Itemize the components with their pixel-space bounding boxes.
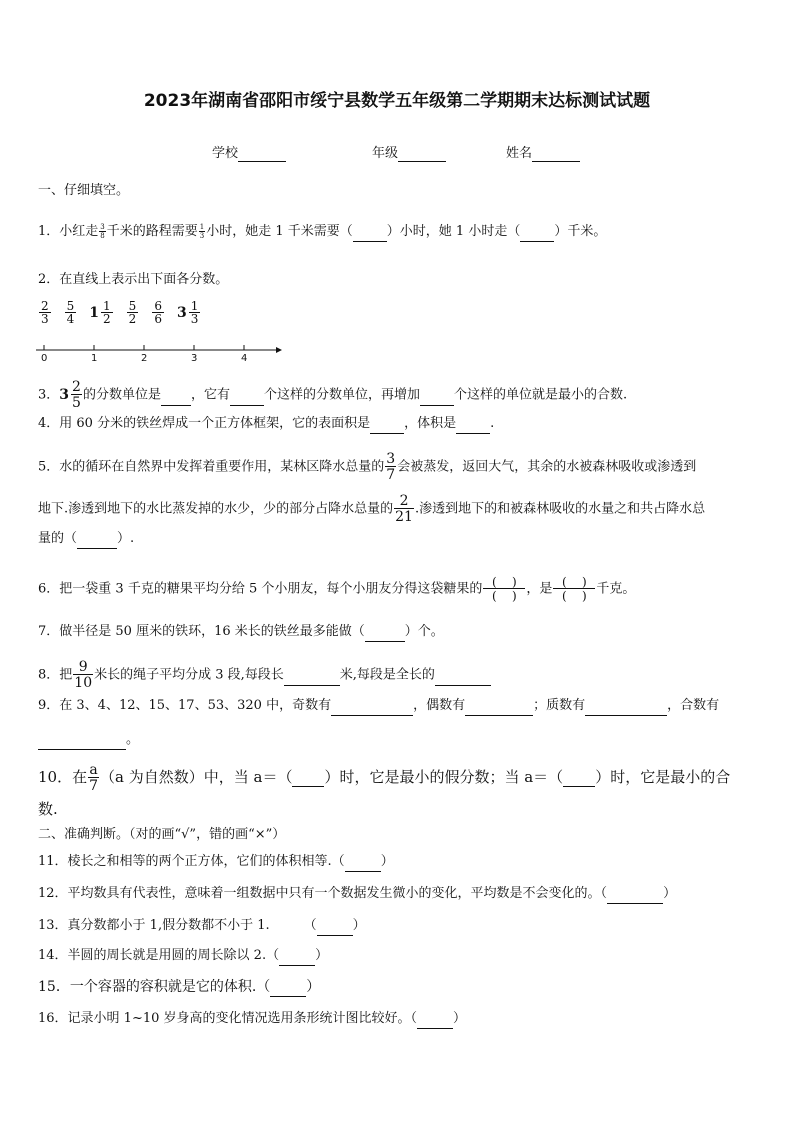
fraction-item: $\frac{2}{3}$ xyxy=(41,299,49,326)
page-title: 2023年湖南省邵阳市绥宁县数学五年级第二学期期末达标测试试题 xyxy=(143,91,651,111)
judgement-question-16: 16．记录小明 1~10 岁身高的变化情况选用条形统计图比较好。（ ） xyxy=(38,1010,466,1029)
tick-label: 4 xyxy=(241,353,248,364)
answer-blank[interactable] xyxy=(284,667,340,686)
tick-label: 3 xyxy=(191,353,198,364)
question-10-line-1: 10．在 $\frac{a}{7}$ （a 为自然数）中，当 a＝（ ）时，它是最小的假分数；当 a＝（ ）时，它是最小的合 xyxy=(38,762,731,794)
answer-blank[interactable] xyxy=(38,731,126,750)
answer-blank[interactable] xyxy=(317,917,353,936)
school-field xyxy=(212,142,286,162)
judgement-question-12: 12．平均数具有代表性，意味着一组数据中只有一个数据发生微小的变化，平均数是不会变化的。（ ） xyxy=(38,885,676,904)
question-1: 1．小红走 $\frac{3}{8}$ 千米的路程需要 $\frac{1}{3}$ 小时，她走 1 千米需要（ ）小时，她 1 小时走（ ）千米。 xyxy=(38,223,606,242)
fraction: $\frac{3}{7}$ xyxy=(386,451,396,483)
judgement-question-13: 13．真分数都小于 1,假分数都不小于 1. （ ） xyxy=(38,917,366,936)
answer-blank[interactable] xyxy=(563,768,595,787)
tick-label: 1 xyxy=(91,353,98,364)
fraction: $\frac{2}{21}$ xyxy=(395,493,413,525)
fraction: $\frac{9}{10}$ xyxy=(74,659,93,691)
fraction-item: $\frac{5}{4}$ xyxy=(66,299,75,326)
mixed-number: 3 $\frac{2}{5}$ xyxy=(59,379,81,411)
grade-label: 年级 xyxy=(372,146,399,161)
question-6: 6．把一袋重 3 千克的糖果平均分给 5 个小朋友，每个小朋友分得这袋糖果的 $\frac{( )}{( )}$ ，是 $\frac{( )}{( )}$ 千克。 xyxy=(38,575,636,603)
school-label: 学校 xyxy=(212,146,239,161)
section-2-heading: 二、准确判断。（对的画“√”，错的画“×”） xyxy=(38,827,286,842)
fraction-item: 3 $\frac{1}{3}$ xyxy=(176,299,199,326)
answer-blank[interactable] xyxy=(353,223,387,242)
fraction: $\frac{a}{7}$ xyxy=(89,762,99,794)
tick-label: 0 xyxy=(41,353,48,364)
question-5-line-1: 5．水的循环在自然界中发挥着重要作用，某林区降水总量的 $\frac{3}{7}$ 会被蒸发，返回大气，其余的水被森林吸收或渗透到 xyxy=(38,451,697,483)
answer-blank[interactable] xyxy=(370,415,404,434)
answer-blank[interactable] xyxy=(365,623,405,642)
number-line xyxy=(36,340,286,356)
answer-blank[interactable] xyxy=(270,978,306,997)
fraction: $\frac{1}{3}$ xyxy=(199,222,205,240)
answer-blank[interactable] xyxy=(292,768,324,787)
question-8: 8．把 $\frac{9}{10}$ 米长的绳子平均分成 3 段,每段长 米,每段是全长的 xyxy=(38,660,491,690)
answer-blank[interactable] xyxy=(420,387,454,406)
school-blank[interactable] xyxy=(238,146,286,162)
answer-blank[interactable] xyxy=(435,667,491,686)
grade-blank[interactable] xyxy=(398,146,446,162)
answer-blank[interactable] xyxy=(279,947,315,966)
question-9-line-1: 9．在 3、4、12、15、17、53、320 中，奇数有 ，偶数有 ；质数有 ，合数有 xyxy=(38,697,719,716)
judgement-question-15: 15．一个容器的容积就是它的体积.（ ） xyxy=(38,979,321,995)
name-field xyxy=(506,142,580,162)
question-5-line-3: 量的（ ）. xyxy=(38,530,134,549)
answer-fraction-blank[interactable]: $\frac{( )}{( )}$ xyxy=(553,576,595,602)
answer-blank[interactable] xyxy=(607,885,663,904)
answer-blank[interactable] xyxy=(331,697,413,716)
judgement-question-11: 11．棱长之和相等的两个正方体，它们的体积相等.（ ） xyxy=(38,853,394,872)
answer-fraction-blank[interactable]: $\frac{( )}{( )}$ xyxy=(483,576,525,602)
answer-blank[interactable] xyxy=(465,697,533,716)
answer-blank[interactable] xyxy=(345,853,381,872)
fraction-item: $\frac{5}{2}$ xyxy=(128,299,137,326)
question-9-line-2: 。 xyxy=(38,731,139,750)
judgement-question-14: 14．半圆的周长就是用圆的周长除以 2.（ ） xyxy=(38,947,328,966)
fraction: $\frac{3}{8}$ xyxy=(100,222,105,240)
question-2: 2．在直线上表示出下面各分数。 xyxy=(38,272,229,287)
fraction-item: 1 $\frac{1}{2}$ xyxy=(89,299,111,326)
answer-blank[interactable] xyxy=(417,1010,453,1029)
question-4: 4．用 60 分米的铁丝焊成一个正方体框架，它的表面积是 ，体积是 . xyxy=(38,415,494,434)
answer-blank[interactable] xyxy=(230,387,264,406)
answer-blank[interactable] xyxy=(77,530,117,549)
question-10-line-2: 数. xyxy=(38,800,58,818)
tick-label: 2 xyxy=(141,353,148,364)
question-3: 3． 3 $\frac{2}{5}$ 的分数单位是 ，它有 个这样的分数单位，再增加 个这样的单位就是最小的合数. xyxy=(38,379,628,411)
answer-blank[interactable] xyxy=(585,697,667,716)
answer-blank[interactable] xyxy=(520,223,554,242)
answer-blank[interactable] xyxy=(161,387,191,406)
fraction-item: $\frac{6}{6}$ xyxy=(154,299,162,326)
answer-blank[interactable] xyxy=(456,415,490,434)
fraction-list xyxy=(38,300,201,325)
name-label: 姓名 xyxy=(506,146,533,161)
section-1-heading: 一、仔细填空。 xyxy=(38,183,130,198)
question-5-line-2: 地下.渗透到地下的水比蒸发掉的水少，少的部分占降水总量的 $\frac{2}{21}$ .渗透到地下的和被森林吸收的水量之和共占降水总 xyxy=(38,493,706,525)
question-7: 7．做半径是 50 厘米的铁环，16 米长的铁丝最多能做（ ）个。 xyxy=(38,623,444,642)
grade-field xyxy=(372,142,446,162)
name-blank[interactable] xyxy=(532,146,580,162)
